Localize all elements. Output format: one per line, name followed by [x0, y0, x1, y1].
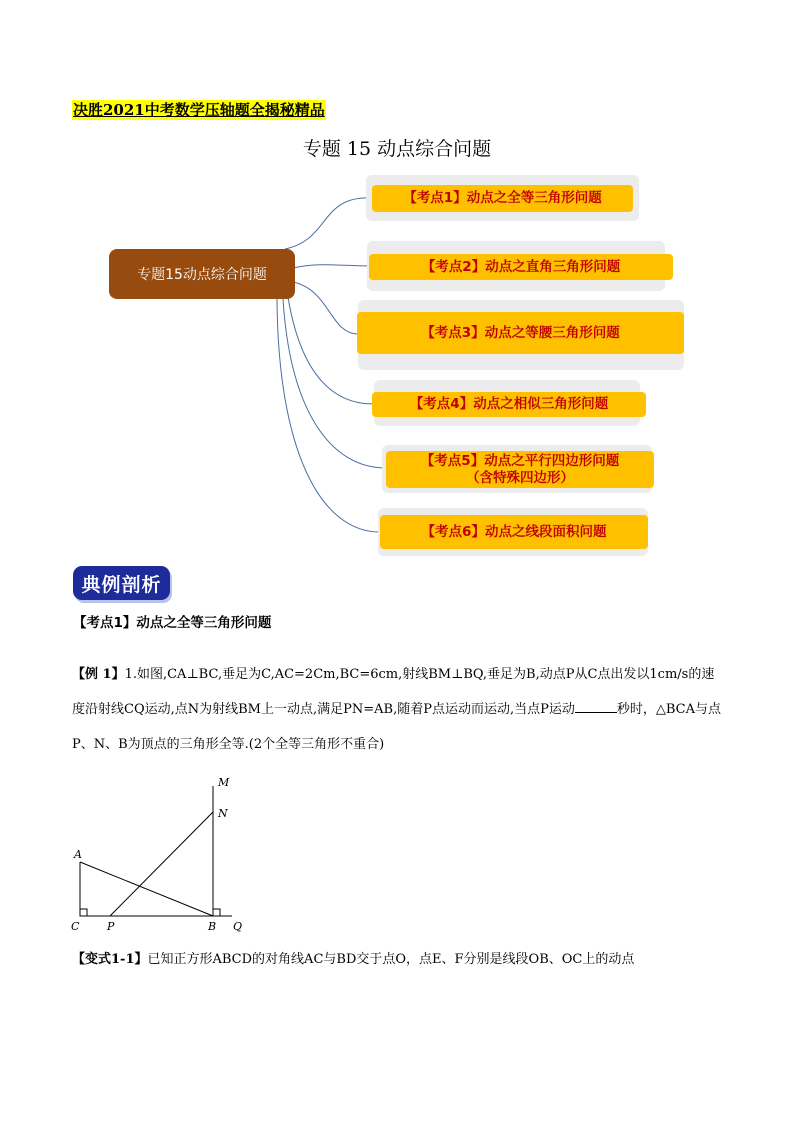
label-m: M [218, 776, 230, 789]
connector-3 [293, 282, 358, 334]
label-b: B [208, 920, 217, 933]
connector-2 [293, 265, 370, 268]
example-tag: 【例 1】 [72, 667, 125, 682]
example-problem [72, 657, 724, 762]
topic-6-label: 【考点6】动点之线段面积问题 [421, 523, 607, 540]
topic-5-label: 【考点5】动点之平行四边形问题 [420, 452, 620, 469]
topic-5-sublabel: （含特殊四边形） [466, 469, 574, 486]
right-angle-c [80, 909, 87, 916]
kp1-heading: 【考点1】动点之全等三角形问题 [73, 615, 272, 631]
mindmap-topic-2 [369, 254, 673, 280]
label-c: C [71, 920, 80, 933]
label-a: A [74, 848, 82, 861]
mindmap-topic-1 [372, 185, 633, 212]
connector-1 [285, 198, 372, 249]
label-n: N [218, 807, 228, 820]
topic-4-label: 【考点4】动点之相似三角形问题 [409, 396, 609, 412]
mindmap-center-node: 专题15动点综合问题 [109, 249, 295, 299]
topic-2-label: 【考点2】动点之直角三角形问题 [421, 258, 621, 275]
topic-1-label: 【考点1】动点之全等三角形问题 [403, 190, 602, 206]
segment-ab [80, 862, 213, 916]
document-banner: 决胜2021中考数学压轴题全揭秘精品 [73, 101, 325, 119]
mindmap-topic-3 [357, 312, 684, 354]
section-badge: 典例剖析 [73, 566, 170, 600]
geometry-figure [60, 772, 270, 942]
mindmap-topic-4 [372, 392, 646, 417]
label-q: Q [233, 920, 243, 933]
mindmap-topic-5 [386, 451, 654, 488]
answer-blank[interactable] [575, 698, 617, 713]
right-angle-b [213, 909, 220, 916]
example-text-part1: 1.如图,CA⊥BC,垂足为C,AC=2Cm,BC=6cm,射线BM⊥BQ,垂足为B,动点P从C点出发以1cm/s的速度沿射线CQ运动,点N为射线BM上一动点,满足PN=AB,随着P点运动而运动,当点P运动 [72, 667, 715, 717]
variant-tag: 【变式1-1】 [72, 952, 148, 967]
example-text-part2: 秒时，△BCA与点P、N、B为顶点的三角形全等.(2个全等三角形不重合) [72, 702, 721, 752]
variant-text: 已知正方形ABCD的对角线AC与BD交于点O，点E、F分别是线段OB、OC上的动点 [147, 952, 635, 967]
variant-problem [72, 948, 634, 967]
page-title: 专题 15 动点综合问题 [302, 138, 492, 160]
mindmap-topic-6 [380, 515, 648, 549]
label-p: P [107, 920, 115, 933]
segment-pn [110, 812, 213, 916]
topic-3-label: 【考点3】动点之等腰三角形问题 [421, 324, 620, 341]
